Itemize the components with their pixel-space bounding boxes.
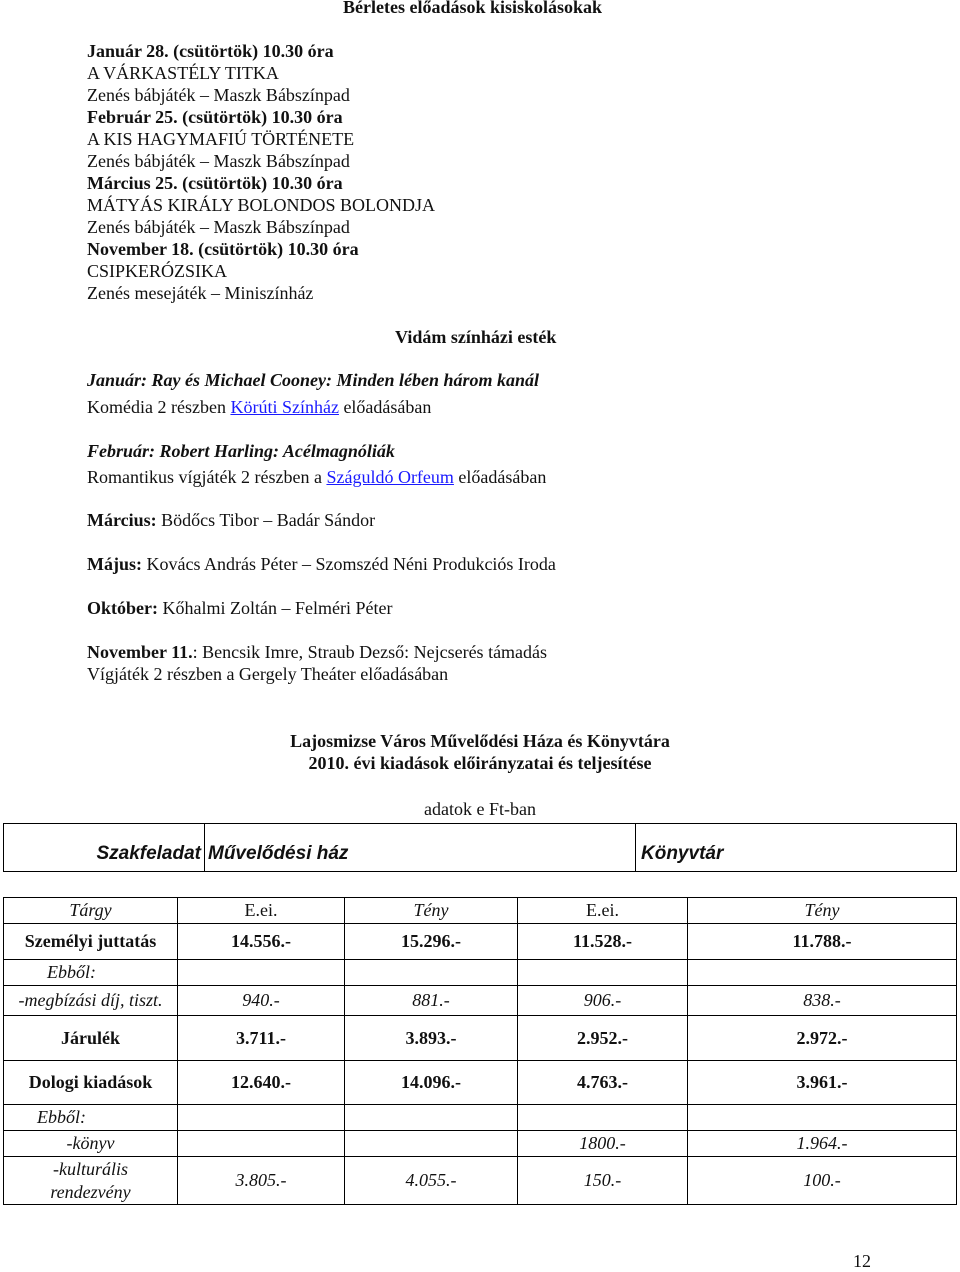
show-desc: Zenés bábjáték – Maszk Bábszínpad [87, 151, 350, 171]
show-date: Március 25. (csütörtök) 10.30 óra [87, 173, 343, 193]
oct-entry: Október: Kőhalmi Zoltán – Felméri Péter [87, 598, 393, 618]
show-date: November 18. (csütörtök) 10.30 óra [87, 239, 359, 259]
show-desc: Zenés bábjáték – Maszk Bábszínpad [87, 217, 350, 237]
table-row: -könyv 1800.- 1.964.- [4, 1131, 957, 1157]
table-row: Ebből: [4, 960, 957, 986]
korutiszinhaz-link[interactable]: Körúti Színház [230, 397, 339, 417]
show-desc: Zenés mesejáték – Miniszínház [87, 283, 314, 303]
table-row: Dologi kiadások 12.640.- 14.096.- 4.763.- 3.961.- [4, 1061, 957, 1105]
table-row: Járulék 3.711.- 3.893.- 2.952.- 2.972.- [4, 1016, 957, 1061]
show-date: Február 25. (csütörtök) 10.30 óra [87, 107, 343, 127]
page-number: 12 [853, 1251, 871, 1271]
konyvtar-header: Könyvtár [636, 824, 957, 872]
muvelodesi-haz-header: Művelődési ház [205, 824, 636, 872]
mar-entry: Március: Bödőcs Tibor – Badár Sándor [87, 510, 376, 530]
show-title: A VÁRKASTÉLY TITKA [87, 63, 279, 83]
szakfeladat-header: Szakfeladat [4, 824, 205, 872]
col-header: Tény [345, 898, 518, 924]
nov-entry-line2: Vígjáték 2 részben a Gergely Theáter előadásában [87, 664, 449, 684]
table-row: Ebből: [4, 1105, 957, 1131]
budget-title: Lajosmizse Város Művelődési Háza és Könyvtára [290, 731, 670, 751]
col-header: Tény [688, 898, 957, 924]
show-title: MÁTYÁS KIRÁLY BOLONDOS BOLONDJA [87, 195, 436, 215]
show-title: A KIS HAGYMAFIÚ TÖRTÉNETE [87, 129, 355, 149]
szaguldo-orfeum-link[interactable]: Száguldó Orfeum [326, 467, 454, 487]
kids-heading: Bérletes előadások kisiskolásokak [343, 0, 603, 17]
feb-title: Február: Robert Harling: Acélmagnóliák [87, 441, 395, 461]
show-title: CSIPKERÓZSIKA [87, 261, 228, 281]
table-row: Személyi juttatás 14.556.- 15.296.- 11.528.- 11.788.- [4, 924, 957, 960]
col-header: Tárgy [4, 898, 178, 924]
kids-shows-list [87, 40, 435, 304]
budget-header-table [3, 823, 957, 872]
table-header-row [4, 898, 957, 924]
budget-table [3, 897, 957, 1205]
may-entry: Május: Kovács András Péter – Szomszéd Néni Produkciós Iroda [87, 554, 556, 574]
budget-unit: adatok e Ft-ban [424, 799, 536, 819]
show-date: Január 28. (csütörtök) 10.30 óra [87, 41, 334, 61]
feb-desc: Romantikus vígjáték 2 részben a Száguldó Orfeum előadásában [87, 467, 547, 487]
jan-desc: Komédia 2 részben Körúti Színház előadásában [87, 397, 432, 417]
show-desc: Zenés bábjáték – Maszk Bábszínpad [87, 85, 350, 105]
col-header: E.ei. [178, 898, 345, 924]
col-header: E.ei. [518, 898, 688, 924]
evenings-heading: Vidám színházi esték [395, 327, 557, 347]
table-row: -kulturális rendezvény 3.805.- 4.055.- 150.- 100.- [4, 1157, 957, 1205]
jan-title: Január: Ray és Michael Cooney: Minden lében három kanál [87, 370, 540, 390]
nov-entry: November 11.: Bencsik Imre, Straub Dezső: Nejcserés támadás [87, 642, 548, 662]
table-row: -megbízási díj, tiszt. 940.- 881.- 906.- 838.- [4, 986, 957, 1016]
budget-subtitle: 2010. évi kiadások előirányzatai és teljesítése [308, 753, 652, 773]
